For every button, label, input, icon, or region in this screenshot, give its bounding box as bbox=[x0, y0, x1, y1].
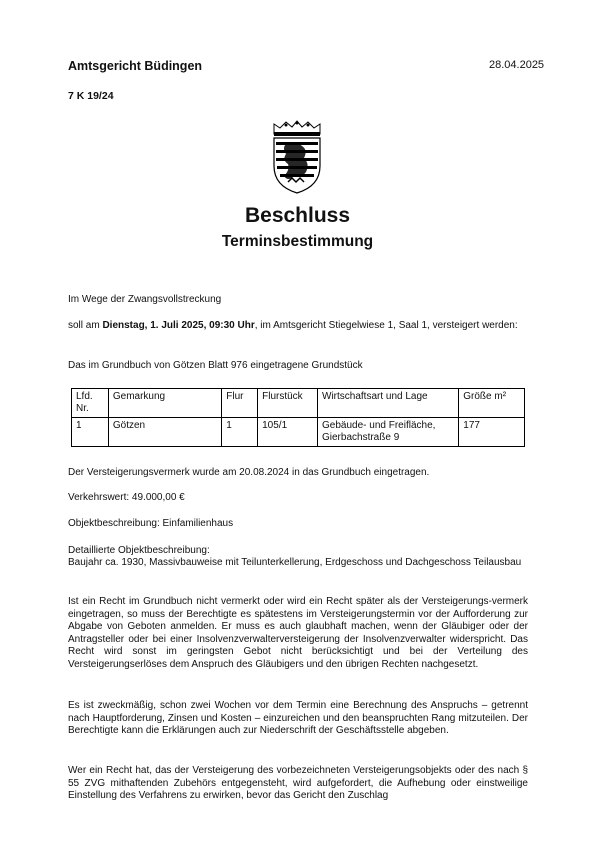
detail-text: Baujahr ca. 1930, Massivbauweise mit Teilunterkellerung, Erdgeschoss und Dachgeschoss Teilausbau bbox=[68, 557, 522, 568]
table-cell: Gebäude- und Freifläche, Gierbachstraße 9 bbox=[318, 418, 459, 447]
col-header: Größe m² bbox=[459, 389, 525, 418]
gegenrecht-paragraph: Wer ein Recht hat, das der Versteigerung des vorbezeichneten Versteigerungsobjekts oder des nach § 55 ZVG mithaftenden Zubehörs entgegensteht, wird aufgefordert, die Aufhebung oder einstweilige Einstellung des Verfahrens zu erwirken, bevor das Gericht den Zuschlag bbox=[68, 765, 528, 801]
col-header: Flurstück bbox=[258, 389, 318, 418]
document-subtitle: Terminsbestimmung bbox=[221, 233, 374, 250]
property-intro: Das im Grundbuch von Götzen Blatt 976 eingetragene Grundstück bbox=[68, 360, 363, 371]
col-header: Gemarkung bbox=[108, 389, 221, 418]
court-name: Amtsgericht Büdingen bbox=[68, 59, 203, 73]
table-cell: 177 bbox=[459, 418, 525, 447]
col-header: Lfd. Nr. bbox=[72, 389, 109, 418]
intro-text: Im Wege der Zwangsvollstreckung bbox=[68, 294, 222, 305]
vermerk-text: Der Versteigerungsvermerk wurde am 20.08.2024 in das Grundbuch eingetragen. bbox=[68, 467, 430, 478]
table-header-row bbox=[72, 389, 525, 418]
objekt-text: Objektbeschreibung: Einfamilienhaus bbox=[68, 518, 234, 529]
file-number: 7 K 19/24 bbox=[68, 90, 114, 102]
table-cell: 1 bbox=[72, 418, 109, 447]
document-date: 28.04.2025 bbox=[489, 59, 545, 71]
table-cell: 1 bbox=[222, 418, 258, 447]
document-title: Beschluss bbox=[244, 204, 351, 227]
zweckmaessig-paragraph: Es ist zweckmäßig, schon zwei Wochen vor dem Termin eine Berechnung des Anspruchs – getrennt nach Hauptforderung, Zinsen und Kosten – einzureichen und den beanspruchten Rang mitzuteilen. Der Berechtigte kann die Erklärungen auch zur Niederschrift der Geschäftsstelle abgeben. bbox=[68, 700, 528, 736]
verkehrswert-text: Verkehrswert: 49.000,00 € bbox=[68, 492, 185, 503]
recht-paragraph: Ist ein Recht im Grundbuch nicht vermerkt oder wird ein Recht später als der Versteigerungs-vermerk eingetragen, so muss der Berechtigte es spätestens im Versteigerungstermin vor der Aufforderung zur Abgabe von Geboten anmelden. Er muss es auch glaubhaft machen, wenn der Gläubiger oder der Antragsteller oder bei einer Insolvenzverwalterversteigerung der Insolvenzverwalter widerspricht. Das Recht wird sonst im geringsten Gebot nicht berücksichtigt und bei der Verteilung des Versteigerungserlöses dem Anspruch des Gläubigers und den übrigen Rechten nachgesetzt. bbox=[68, 596, 528, 670]
table-row bbox=[72, 418, 525, 447]
property-table bbox=[71, 388, 525, 447]
table-cell: Götzen bbox=[108, 418, 221, 447]
hessen-coat-of-arms-icon bbox=[268, 120, 326, 194]
table-cell: 105/1 bbox=[258, 418, 318, 447]
auction-post: , im Amtsgericht Stiegelwiese 1, Saal 1, versteigert werden: bbox=[254, 320, 518, 331]
auction-date: Dienstag, 1. Juli 2025, 09:30 Uhr bbox=[102, 320, 255, 331]
detail-label: Detaillierte Objektbeschreibung: bbox=[68, 545, 210, 556]
auction-pre: soll am bbox=[68, 320, 103, 331]
col-header: Flur bbox=[222, 389, 258, 418]
auction-text bbox=[68, 320, 528, 333]
col-header: Wirtschaftsart und Lage bbox=[318, 389, 459, 418]
